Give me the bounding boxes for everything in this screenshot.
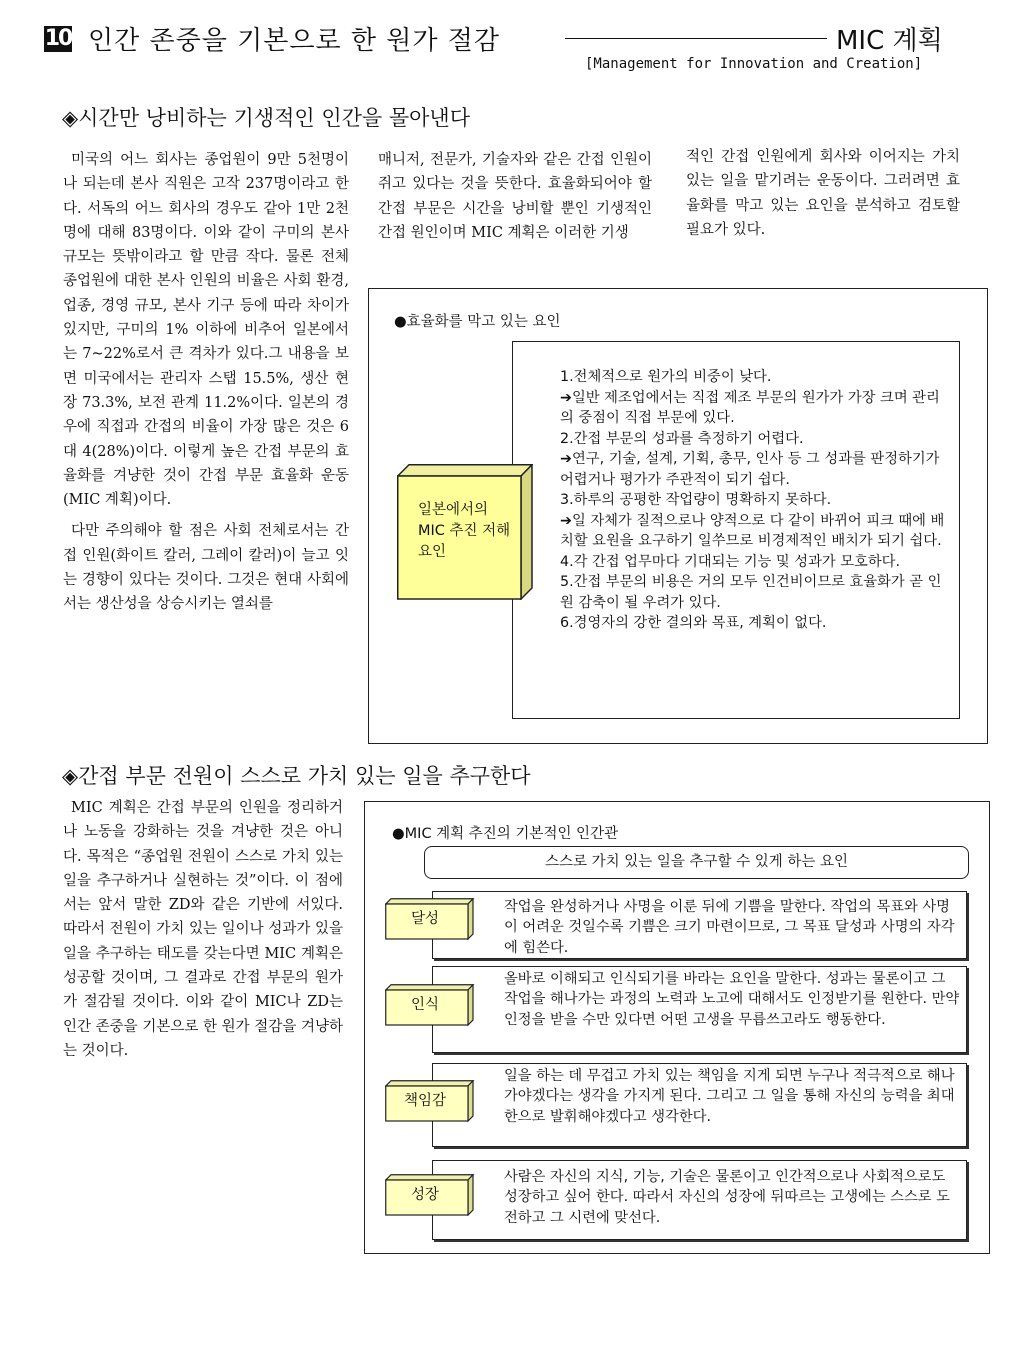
factor-item: 1.전체적으로 원가의 비중이 낮다. xyxy=(560,369,772,385)
value-description: 올바로 이해되고 인식되기를 바라는 요인을 말한다. 성과는 물론이고 그 작업을 해나가는 과정의 노력과 노고에 대해서도 인정받기를 원한다. 만약 인정을 받을 수만 있다면 어떤 고생을 무릅쓰고라도 행동한다. xyxy=(504,971,960,1028)
value-label: 책임감 xyxy=(403,1093,447,1109)
value-label: 달성 xyxy=(410,911,439,927)
factor-item: ➔연구, 기술, 설계, 기획, 총무, 인사 등 그 성과를 판정하기가 어렵거나 평가가 주관적이 되기 쉽다. xyxy=(560,451,940,488)
section-number: 10 xyxy=(44,26,72,51)
factor-item: ➔일반 제조업에서는 직접 제조 부문의 원가가 가장 크며 관리의 중점이 직접 부문에 있다. xyxy=(560,389,940,426)
factor-item: 3.하루의 공평한 작업량이 명확하지 못하다. xyxy=(560,492,832,508)
value-description: 일을 하는 데 무겁고 가치 있는 책임을 지게 되면 누구나 적극적으로 해나가야겠다는 생각을 가지게 된다. 그리고 그 일을 통해 자신의 능력을 최대한으로 발휘해야겠다고 생각한다. xyxy=(504,1068,955,1125)
header-rule xyxy=(565,38,827,39)
section1-column1 xyxy=(63,148,349,617)
section1-column2 xyxy=(378,148,652,245)
values-header: 스스로 가치 있는 일을 추구할 수 있게 하는 요인 xyxy=(424,846,969,879)
value-label: 인식 xyxy=(410,997,439,1013)
value-description: 사람은 자신의 지식, 기능, 기술은 물론이고 인간적으로나 사회적으로도 성장하고 싶어 한다. 따라서 자신의 성장에 뒤따르는 고생에는 스스로 도전하고 그 시련에 맞선다. xyxy=(504,1169,950,1226)
factor-item: 4.각 간접 업무마다 기대되는 기능 및 성과가 모호하다. xyxy=(560,553,901,570)
factors-title: ●효율화를 막고 있는 요인 xyxy=(394,314,561,330)
factor-item: 2.간접 부문의 성과를 측정하기 어렵다. xyxy=(560,430,804,447)
brand-title: MIC 계획 xyxy=(836,26,943,56)
cube-label: 일본에서의 MIC 추진 저해 요인 xyxy=(418,502,511,560)
value-description: 작업을 완성하거나 사명을 이룬 뒤에 기쁨을 말한다. 작업의 목표와 사명이 어려운 것일수록 기쁨은 크기 마련이므로, 그 목표 달성과 사명의 자각에 힘쓴다. xyxy=(504,899,955,956)
section2-col1-paragraph: MIC 계획은 간접 부문의 인원을 정리하거나 노동을 강화하는 것을 겨냥한 것은 아니다. 목적은 “종업원 전원이 스스로 가치 있는 일을 추구하거나 실현하는 것”이다. 이 점에서는 앞서 말한 ZD와 같은 기반에 서있다. 따라서 전원이 가치 있는 일이나 성과가 있을 일을 추구하는 태도를 갖는다면 MIC 계획은 성공할 것이며, 그 결과로 간접 부문의 원가가 절감될 것이다. 이와 같이 MIC나 ZD는 인간 존중을 기본으로 한 원가 절감을 겨냥하는 것이다. xyxy=(63,800,343,1059)
factor-item: ➔일 자체가 질적으로나 양적으로 다 같이 바뀌어 피크 때에 배치할 요원을 요구하기 일쑤므로 비경제적인 배치가 되기 쉽다. xyxy=(560,512,945,549)
section1-col2-paragraph: 매니저, 전문가, 기술자와 같은 간접 인원이 쥐고 있다는 것을 뜻한다. 효율화되어야 할 간접 부문은 시간을 낭비할 뿐인 기생적인 간접 원인이며 MIC 계획은 이러한 기생 xyxy=(378,152,652,241)
factors-list xyxy=(560,367,950,634)
value-label: 성장 xyxy=(410,1187,439,1203)
factor-item: 6.경영자의 강한 결의와 목표, 계획이 없다. xyxy=(560,615,827,631)
section1-col3-paragraph: 적인 간접 인원에게 회사와 이어지는 가치있는 일을 맡기려는 운동이다. 그러려면 효율화를 막고 있는 요인을 분석하고 검토할 필요가 있다. xyxy=(686,149,960,238)
section1-col1-paragraph2: 다만 주의해야 할 점은 사회 전체로서는 간접 인원(화이트 칼러, 그레이 칼러)이 늘고 잇는 경향이 있다는 것이다. 그것은 현대 사회에서는 생산성을 상승시키는 열쇠를 xyxy=(63,523,349,613)
values-title: ●MIC 계획 추진의 기본적인 인간관 xyxy=(392,826,619,842)
section1-heading: ◈시간만 낭비하는 기생적인 인간을 몰아낸다 xyxy=(62,106,470,130)
section2-heading: ◈간접 부문 전원이 스스로 가치 있는 일을 추구한다 xyxy=(62,764,531,788)
section1-column3 xyxy=(686,145,960,242)
factor-item: 5.간접 부문의 비용은 거의 모두 인건비이므로 효율화가 곧 인원 감축이 될 우려가 있다. xyxy=(560,574,942,611)
brand-subtitle: [Management for Innovation and Creation] xyxy=(585,56,923,72)
section2-column1 xyxy=(63,796,343,1063)
section1-col1-paragraph1: 미국의 어느 회사는 종업원이 9만 5천명이나 되는데 본사 직원은 고작 237명이라고 한다. 서독의 어느 회사의 경우도 같아 1만 2천명에 대해 83명이다. 이와 같이 구미의 본사 규모는 뜻밖이라고 할 만큼 작다. 물론 전체 종업원에 대한 본사 인원의 비율은 사회 환경, 업종, 경영 규모, 본사 기구 등에 따라 차이가 있지만, 구미의 1% 이하에 비추어 일본에서는 7~22%로서 큰 격차가 있다.그 내용을 보면 미국에서는 관리자 스탭 15.5%, 생산 현장 73.3%, 보전 관계 11.2%이다. 일본의 경우에 직접과 간접의 비율이 가장 많은 것은 6대 4(28%)이다. 이렇게 높은 간접 부문의 효율화를 겨냥한 것이 간접 부문 효율화 운동(MIC 계획)이다. xyxy=(63,152,349,509)
page-title: 인간 존중을 기본으로 한 원가 절감 xyxy=(88,26,500,56)
